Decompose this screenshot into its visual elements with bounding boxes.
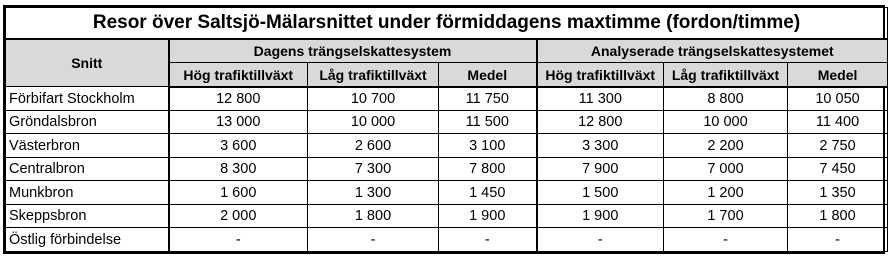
cell-value: 10 700: [308, 87, 439, 111]
cell-value: 7 300: [308, 157, 439, 181]
table-row: [6, 228, 888, 252]
cell-value: 7 800: [439, 157, 537, 181]
table-row: [6, 157, 888, 181]
header-group-row: [6, 39, 888, 63]
cell-value: 3 100: [439, 134, 537, 158]
table-frame: [3, 5, 885, 254]
row-name: Centralbron: [6, 157, 169, 181]
row-name: Skeppsbron: [6, 204, 169, 228]
cell-value: 10 050: [788, 87, 888, 111]
subheader-high-growth-analyzed: Hög trafiktillväxt: [537, 63, 664, 87]
cell-value: 2 600: [308, 134, 439, 158]
cell-value: 1 450: [439, 181, 537, 205]
subheader-mean-current: Medel: [439, 63, 537, 87]
cell-value: 8 300: [169, 157, 308, 181]
cell-value: 1 350: [788, 181, 888, 205]
cell-value: 12 800: [169, 87, 308, 111]
table-row: [6, 134, 888, 158]
cell-value: 13 000: [169, 110, 308, 134]
cell-value: 11 500: [439, 110, 537, 134]
cell-value: -: [788, 228, 888, 252]
cell-value: 10 000: [664, 110, 788, 134]
row-name: Munkbron: [6, 181, 169, 205]
table-row: [6, 87, 888, 111]
cell-value: -: [439, 228, 537, 252]
cell-value: 3 300: [537, 134, 664, 158]
row-name: Gröndalsbron: [6, 110, 169, 134]
cell-value: 1 700: [664, 204, 788, 228]
cell-value: 1 600: [169, 181, 308, 205]
cell-value: -: [537, 228, 664, 252]
cell-value: 1 900: [537, 204, 664, 228]
table-title: Resor över Saltsjö-Mälarsnittet under förmiddagens maxtimme (fordon/timme): [6, 8, 888, 39]
subheader-mean-analyzed: Medel: [788, 63, 888, 87]
subheader-low-growth-current: Låg trafiktillväxt: [308, 63, 439, 87]
group-header-current: Dagens trängselskattesystem: [169, 39, 537, 63]
group-header-analyzed: Analyserade trängselskattesystemet: [537, 39, 888, 63]
row-name: Östlig förbindelse: [6, 228, 169, 252]
cell-value: 1 900: [439, 204, 537, 228]
subheader-high-growth-current: Hög trafiktillväxt: [169, 63, 308, 87]
cell-value: 7 450: [788, 157, 888, 181]
cell-value: 7 000: [664, 157, 788, 181]
table-row: [6, 181, 888, 205]
snitt-header: Snitt: [6, 39, 169, 87]
cell-value: 2 750: [788, 134, 888, 158]
title-row: [6, 8, 888, 39]
cell-value: 8 800: [664, 87, 788, 111]
table-row: [6, 110, 888, 134]
cell-value: 11 300: [537, 87, 664, 111]
cell-value: 7 900: [537, 157, 664, 181]
cell-value: 11 400: [788, 110, 888, 134]
row-name: Förbifart Stockholm: [6, 87, 169, 111]
subheader-low-growth-analyzed: Låg trafiktillväxt: [664, 63, 788, 87]
cell-value: 1 200: [664, 181, 788, 205]
cell-value: 1 500: [537, 181, 664, 205]
row-name: Västerbron: [6, 134, 169, 158]
cell-value: 11 750: [439, 87, 537, 111]
cell-value: 1 300: [308, 181, 439, 205]
cell-value: 2 000: [169, 204, 308, 228]
cell-value: 12 800: [537, 110, 664, 134]
cell-value: -: [308, 228, 439, 252]
cell-value: -: [664, 228, 788, 252]
cell-value: 10 000: [308, 110, 439, 134]
cell-value: -: [169, 228, 308, 252]
cell-value: 1 800: [788, 204, 888, 228]
cell-value: 1 800: [308, 204, 439, 228]
cell-value: 3 600: [169, 134, 308, 158]
traffic-table: [5, 7, 888, 252]
cell-value: 2 200: [664, 134, 788, 158]
table-row: [6, 204, 888, 228]
